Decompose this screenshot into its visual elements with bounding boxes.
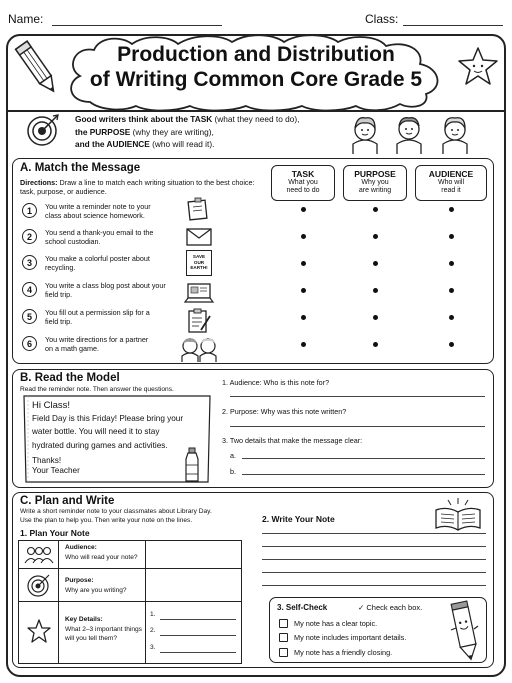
- intro-t3: the: [75, 126, 90, 137]
- column-audience: [415, 165, 487, 201]
- title-line-2: of Writing Common Core Grade 5: [89, 68, 423, 91]
- detail-number-1: 1.: [150, 611, 156, 618]
- title-line-1: Production and Distribution: [117, 43, 395, 66]
- laptop-icon: [184, 282, 214, 304]
- details-question-2: will you tell them?: [65, 635, 118, 642]
- sticky-note-icon: [186, 197, 210, 221]
- match-dot-5-audience[interactable]: [449, 315, 454, 320]
- detail-number-3: 3.: [150, 644, 156, 651]
- match-dot-3-audience[interactable]: [449, 261, 454, 266]
- star-outline-icon: [26, 618, 52, 644]
- note-writing-line-1[interactable]: [262, 533, 486, 534]
- details-label: Key Details:: [65, 616, 103, 623]
- purpose-label: Purpose:: [65, 577, 94, 584]
- star-icon: [455, 46, 501, 86]
- section-a-title: A. Match the Message: [20, 162, 141, 174]
- column-task-title: TASK: [291, 169, 315, 179]
- column-task-desc-2: need to do: [286, 187, 320, 195]
- match-dot-2-audience[interactable]: [449, 234, 454, 239]
- match-dot-1-task[interactable]: [301, 207, 306, 212]
- item-text-3: [45, 254, 185, 272]
- open-book-icon: [432, 496, 484, 532]
- note-writing-line-4[interactable]: [262, 572, 486, 573]
- answer-line-2[interactable]: [230, 426, 485, 427]
- column-task: [271, 165, 335, 201]
- question-1: 1. Audience: Who is this note for?: [222, 378, 330, 387]
- match-dot-4-purpose[interactable]: [373, 288, 378, 293]
- match-dot-6-purpose[interactable]: [373, 342, 378, 347]
- pencil-icon: [14, 38, 62, 100]
- match-dot-2-task[interactable]: [301, 234, 306, 239]
- column-audience-title: AUDIENCE: [428, 169, 474, 179]
- section-a-directions: [20, 178, 300, 196]
- question-2: 2. Purpose: Why was this note written?: [222, 407, 347, 416]
- section-b-title: B. Read the Model: [20, 372, 120, 384]
- poster-line-2: OUR: [193, 259, 205, 265]
- plan-title: 1. Plan Your Note: [20, 528, 90, 538]
- directions-text-2: task, purpose, or audience.: [20, 187, 107, 196]
- note-signature: Your Teacher: [32, 466, 80, 476]
- match-dot-3-task[interactable]: [301, 261, 306, 266]
- poster-line-3: EARTH!: [190, 265, 208, 271]
- poster-icon: [186, 250, 212, 276]
- match-dot-4-audience[interactable]: [449, 288, 454, 293]
- item-1-line-1: You write a reminder note to your: [45, 202, 151, 211]
- item-text-1: [45, 202, 185, 220]
- detail-line-1[interactable]: [160, 619, 236, 620]
- item-number-4: 4: [22, 282, 37, 297]
- match-dot-1-purpose[interactable]: [373, 207, 378, 212]
- reminder-note: [32, 399, 202, 477]
- intro-t6: (who will read it).: [149, 139, 215, 149]
- target-small-icon: [26, 572, 52, 598]
- check-box-3[interactable]: [279, 648, 288, 657]
- note-writing-line-5[interactable]: [262, 585, 486, 586]
- item-6-line-2: on a math game.: [45, 344, 99, 353]
- match-dot-6-audience[interactable]: [449, 342, 454, 347]
- item-6-line-1: You write directions for a partner: [45, 335, 149, 344]
- item-text-5: [45, 308, 185, 326]
- item-4-line-2: field trip.: [45, 290, 73, 299]
- column-task-desc-1: What you: [288, 179, 318, 186]
- note-line-2: water bottle. You will need it to stay: [32, 427, 160, 437]
- answer-line-1[interactable]: [230, 396, 485, 397]
- check-label-1: My note has a clear topic.: [294, 619, 378, 628]
- plan-row-divider-2: [18, 601, 242, 602]
- column-audience-desc-2: read it: [441, 187, 461, 195]
- poster-line-1: SAVE: [192, 254, 206, 259]
- note-line-3: hydrated during games and activities.: [32, 440, 168, 450]
- item-3-line-2: recycling.: [45, 263, 76, 272]
- item-5-line-1: You fill out a permission slip for a: [45, 308, 150, 317]
- item-text-4: [45, 281, 185, 299]
- audience-question: Who will read your note?: [65, 554, 138, 561]
- item-text-6: [45, 335, 185, 353]
- answer-b-label: b.: [230, 467, 236, 476]
- intro-t2: (what they need to do),: [212, 114, 300, 124]
- check-label-2: My note includes important details.: [294, 633, 407, 642]
- intro-t1: Good writers think about the: [75, 114, 191, 124]
- class-field[interactable]: [403, 25, 503, 26]
- intro-audience: AUDIENCE: [106, 139, 150, 149]
- match-dot-2-purpose[interactable]: [373, 234, 378, 239]
- name-field[interactable]: [52, 25, 222, 26]
- item-4-line-1: You write a class blog post about your: [45, 281, 166, 290]
- group-icon: [24, 545, 54, 565]
- detail-line-2[interactable]: [160, 635, 236, 636]
- answer-a-label: a.: [230, 451, 236, 460]
- item-text-2: [45, 228, 185, 246]
- note-writing-line-3[interactable]: [262, 559, 486, 560]
- intro-purpose: PURPOSE: [89, 126, 131, 137]
- item-number-1: 1: [22, 203, 37, 218]
- envelope-icon: [186, 228, 212, 246]
- column-purpose-desc-1: Why you: [361, 179, 389, 186]
- item-1-line-2: class about science homework.: [45, 211, 145, 220]
- audience-label: Audience:: [65, 544, 97, 551]
- match-dot-3-purpose[interactable]: [373, 261, 378, 266]
- write-title: 2. Write Your Note: [262, 514, 335, 524]
- clipboard-icon: [186, 308, 212, 334]
- section-c-title: C. Plan and Write: [20, 495, 115, 507]
- item-number-3: 3: [22, 255, 37, 270]
- column-purpose: [343, 165, 407, 201]
- item-number-2: 2: [22, 229, 37, 244]
- happy-pencil-icon: [448, 600, 482, 662]
- question-3: 3. Two details that make the message clear:: [222, 436, 363, 445]
- section-b-subtitle: Read the reminder note. Then answer the questions.: [20, 386, 174, 393]
- note-closing: Thanks!: [32, 455, 62, 465]
- intro-task: TASK: [190, 114, 213, 124]
- column-purpose-desc-2: are writing: [358, 187, 392, 195]
- check-box-1[interactable]: [279, 619, 288, 628]
- item-5-line-2: field trip.: [45, 317, 73, 326]
- column-audience-desc-1: Who will: [437, 179, 465, 186]
- check-label-3: My note has a friendly closing.: [294, 648, 393, 657]
- match-dot-4-task[interactable]: [301, 288, 306, 293]
- match-dot-5-task[interactable]: [301, 315, 306, 320]
- item-number-5: 5: [22, 309, 37, 324]
- directions-text: Draw a line to match each writing situation to the best choice:: [59, 178, 255, 187]
- intro-t5: and the: [75, 139, 107, 149]
- details-question-1: What 2–3 important things: [65, 626, 142, 633]
- item-2-line-2: school custodian.: [45, 237, 101, 246]
- page-title: [60, 42, 452, 92]
- intro-t4: (why they are writing),: [130, 126, 214, 137]
- match-dot-5-purpose[interactable]: [373, 315, 378, 320]
- section-c-subtitle-2: Use the plan to help you. Then write your note on the lines.: [20, 517, 193, 524]
- partners-icon: [180, 334, 218, 362]
- target-icon: [25, 113, 61, 147]
- detail-line-3[interactable]: [160, 652, 236, 653]
- name-label: Name:: [8, 12, 44, 26]
- column-purpose-title: PURPOSE: [354, 169, 396, 179]
- note-line-1: Field Day is this Friday! Please bring your: [32, 414, 184, 424]
- water-bottle-icon: [183, 447, 201, 483]
- directions-label: Directions:: [20, 178, 58, 187]
- answer-line-b[interactable]: [242, 474, 485, 475]
- section-c-subtitle-1: Write a short reminder note to your classmates about Library Day.: [20, 508, 212, 515]
- note-greeting: Hi Class!: [32, 400, 71, 411]
- purpose-question: Why are you writing?: [65, 587, 127, 594]
- note-writing-line-2[interactable]: [262, 546, 486, 547]
- match-dot-1-audience[interactable]: [449, 207, 454, 212]
- intro-text: [75, 113, 355, 151]
- match-dot-6-task[interactable]: [301, 342, 306, 347]
- students-illustration: [345, 110, 480, 154]
- item-3-line-1: You make a colorful poster about: [45, 254, 150, 263]
- plan-row-divider-1: [18, 568, 242, 569]
- check-box-2[interactable]: [279, 633, 288, 642]
- answer-line-a[interactable]: [242, 458, 485, 459]
- detail-number-2: 2.: [150, 627, 156, 634]
- self-check-title: 3. Self-Check: [277, 603, 328, 612]
- item-number-6: 6: [22, 336, 37, 351]
- class-label: Class:: [365, 12, 399, 26]
- check-hint: ✓ Check each box.: [358, 603, 423, 612]
- item-2-line-1: You send a thank-you email to the: [45, 228, 154, 237]
